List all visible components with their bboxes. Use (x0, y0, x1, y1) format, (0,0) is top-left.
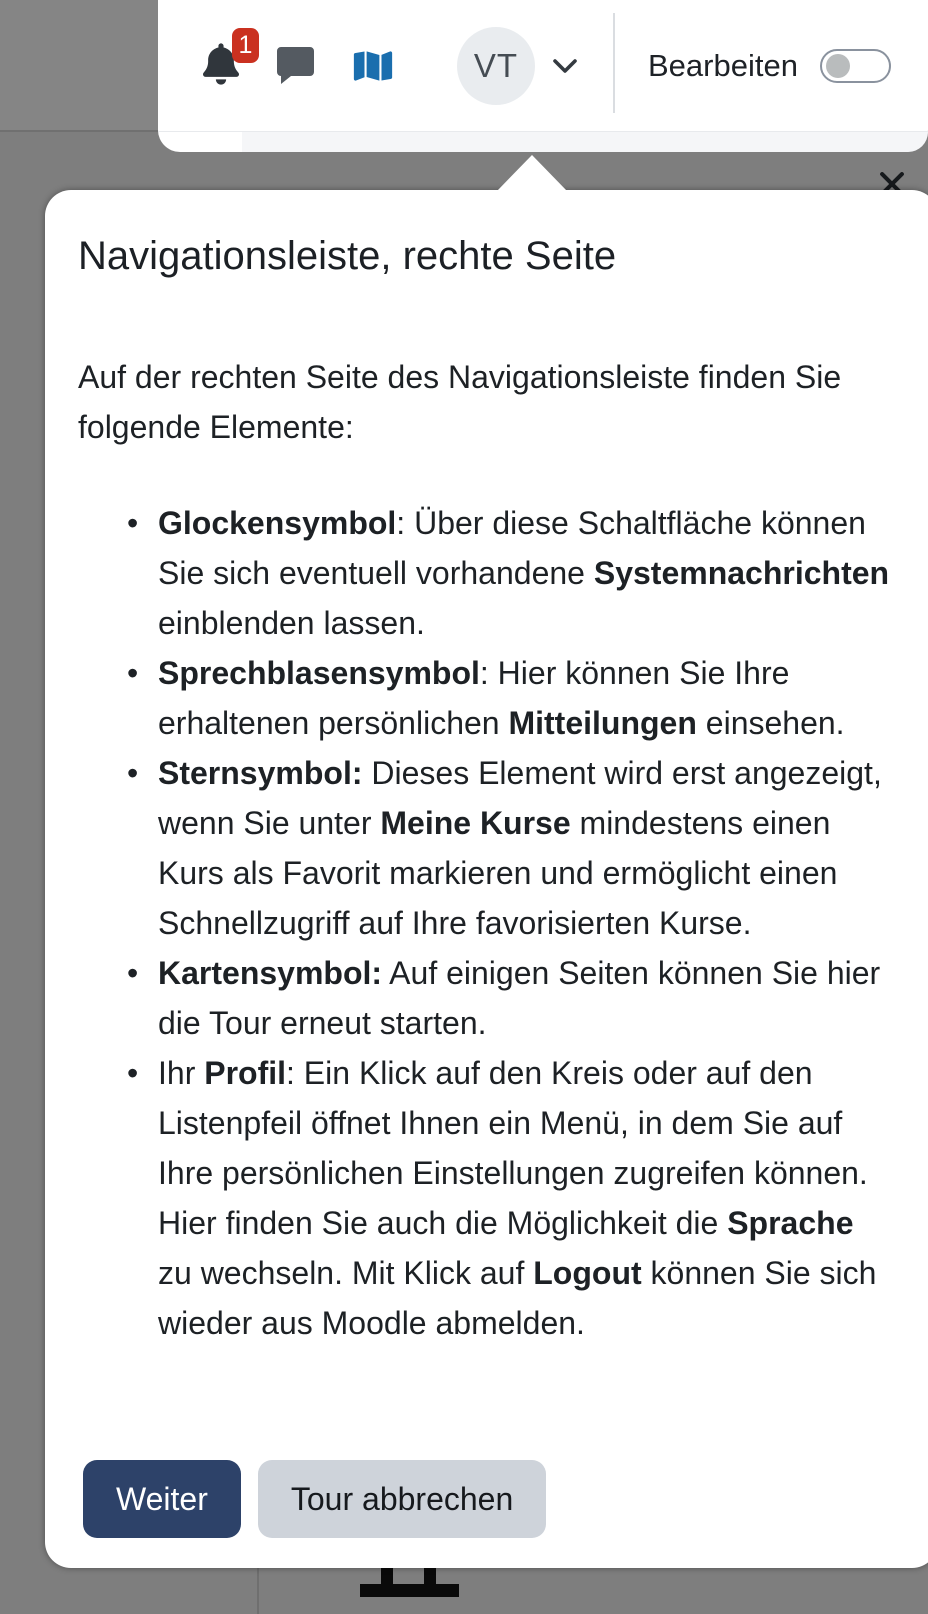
tour-bullet-item: • Kartensymbol: Auf einigen Seiten können Sie hier die Tour erneut starten. (158, 948, 898, 1048)
navbar-right-section (158, 0, 928, 131)
edit-mode-toggle[interactable] (820, 49, 891, 83)
tour-bullet-item: • Ihr Profil: Ein Klick auf den Kreis oder auf den Listenpfeil öffnet Ihnen ein Menü, in dem Sie auf Ihre persönlichen Einstellungen zugreifen können. Hier finden Sie auch die Möglichkeit die Sprache zu wechseln. Mit Klick auf Logout können Sie sich wieder aus Moodle abmelden. (158, 1048, 898, 1348)
popover-intro: Auf der rechten Seite des Navigationsleiste finden Sie folgende Elemente: (78, 359, 842, 445)
spotlight-page-strip (242, 132, 928, 152)
notification-count-badge: 1 (232, 28, 259, 63)
navbar-spotlight (158, 0, 928, 152)
dimmed-navbar-left (0, 0, 158, 131)
toggle-knob (826, 54, 850, 78)
navbar-divider (613, 13, 615, 113)
popover-bullet-list (78, 498, 898, 1348)
popover-arrow (497, 155, 567, 191)
user-avatar[interactable]: VT (457, 27, 535, 105)
chat-bubble-icon (277, 47, 314, 84)
chevron-down-icon (552, 57, 578, 75)
tour-popover (45, 190, 928, 1568)
tour-bullet-item: • Glockensymbol: Über diese Schaltfläche können Sie sich eventuell vorhandene Systemnachrichten einblenden lassen. (158, 498, 898, 648)
popover-button-row (83, 1460, 546, 1538)
edit-mode-label: Bearbeiten (648, 47, 798, 83)
dimmed-navbar-border (0, 130, 158, 132)
dimmed-page-graphic (360, 1584, 459, 1597)
dimmed-page-divider (257, 1568, 259, 1614)
tour-bullet-item: • Sprechblasensymbol: Hier können Sie Ihre erhaltenen persönlichen Mitteilungen einsehen. (158, 648, 898, 748)
tour-map-button[interactable] (352, 49, 394, 83)
next-button[interactable]: Weiter (83, 1460, 241, 1538)
cancel-tour-button[interactable]: Tour abbrechen (258, 1460, 546, 1538)
tour-bullet-item: • Sternsymbol: Dieses Element wird erst angezeigt, wenn Sie unter Meine Kurse mindestens einen Kurs als Favorit markieren und ermöglicht einen Schnellzugriff auf Ihre favorisierten Kurse. (158, 748, 898, 948)
user-menu-toggle[interactable] (552, 57, 578, 75)
map-icon (352, 49, 394, 83)
messages-button[interactable] (277, 47, 314, 84)
popover-title: Navigationsleiste, rechte Seite (78, 234, 617, 278)
